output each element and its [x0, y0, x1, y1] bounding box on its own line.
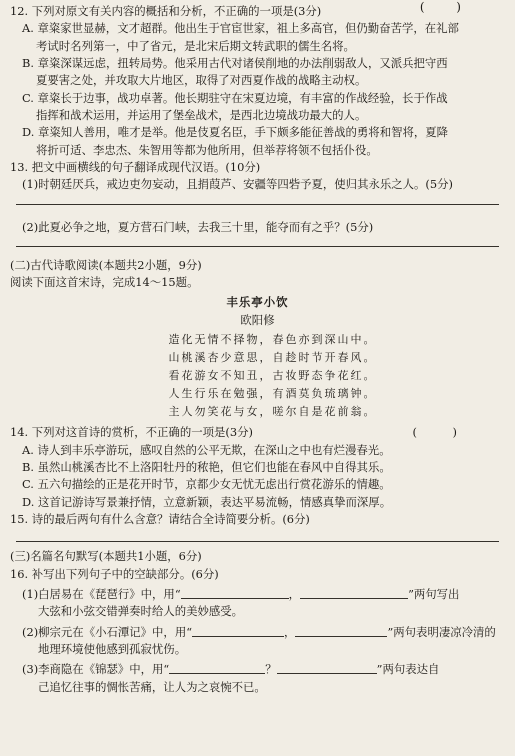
- poem-title: 丰乐亭小饮: [226, 294, 289, 309]
- poem-line: 造化无情不择物，春色亦到深山中。: [168, 333, 377, 347]
- fill-blank-separator: ，: [288, 586, 301, 601]
- question-stem: 16. 补写出下列句子中的空缺部分。(6分): [10, 566, 219, 581]
- question-15: [10, 511, 505, 542]
- option-c-continued: 指挥和战术运用，并运用了堡垒战术，是西北边境战功最大的人。: [36, 107, 367, 122]
- fill-blank-prefix: (3)李商隐在《锦瑟》中，用“: [22, 662, 170, 677]
- fill-blank-1: [10, 586, 505, 603]
- poem-author: 欧阳修: [240, 312, 275, 327]
- option-c: C. 五六句描绘的正是花开时节，京都少女无忧无虑出行赏花游乐的情趣。: [22, 477, 391, 492]
- question-14: [10, 424, 505, 511]
- fill-blank-suffix: ”两句表明凄凉冷清的: [387, 624, 496, 639]
- fill-blank-separator: ，: [284, 624, 296, 639]
- poem: [10, 294, 505, 421]
- fill-blank-1-continued: 大弦和小弦交错弹奏时给人的美妙感受。: [38, 604, 244, 619]
- question-13: [10, 159, 505, 247]
- translation-sentence-2: (2)此夏必争之地，夏方营石门峡，去我三十里，能夺而有之乎？(5分): [22, 219, 374, 234]
- poem-line: 主人勿笑花与女，嗟尔自是花前翁。: [168, 404, 377, 418]
- fill-blank-3-continued: 己追忆往事的惆怅苦痛，让人为之哀惋不已。: [38, 679, 266, 694]
- fill-blank-suffix: ”两句写出: [408, 586, 460, 601]
- option-a-continued: 考试时名列第一，中了省元，是北宋后期文转武职的儒生名将。: [36, 38, 355, 53]
- option-b: B. 虽然山桃溪杏比不上洛阳牡丹的秾艳，但它们也能在春风中自得其乐。: [22, 459, 391, 474]
- poem-line: 山桃溪杏少意思，自趁时节开春风。: [168, 351, 377, 365]
- fill-blank-2-continued: 地理环境使他感到孤寂忧伤。: [38, 641, 187, 656]
- option-c: C. 章粢长于边事，战功卓著。他长期驻守在宋夏边境，有丰富的作战经验，长于作战: [22, 90, 448, 105]
- question-12: [10, 3, 505, 159]
- poem-line: 人生行乐在勉强，有酒莫负琉璃钟。: [168, 386, 377, 400]
- section-heading: (二)古代诗歌阅读(本题共2小题，9分): [10, 257, 202, 272]
- option-a: A. 章粢家世显赫，文才超群。他出生于官宦世家，祖上多高官，但仍勤奋苦学，在礼部: [22, 21, 459, 36]
- poem-line: 看花游女不知丑，古妆野态争花红。: [168, 368, 377, 382]
- question-stem: 15. 诗的最后两句有什么含意？请结合全诗简要分析。(6分): [10, 511, 310, 526]
- answer-line[interactable]: [16, 540, 499, 542]
- option-b-continued: 夏要害之处，并攻取大片地区，取得了对西夏作战的战略主动权。: [36, 73, 367, 88]
- fill-blank-2: [10, 624, 505, 641]
- blank-field[interactable]: [300, 588, 408, 599]
- blank-field[interactable]: [277, 663, 377, 674]
- fill-blank-separator: ？: [265, 662, 277, 677]
- option-d-continued: 将折可适、李忠杰、朱智用等都为他所用，但举荐将领不包括仆役。: [36, 142, 378, 157]
- answer-line[interactable]: [16, 245, 499, 247]
- blank-field[interactable]: [192, 626, 284, 637]
- fill-blank-prefix: (1)白居易在《琵琶行》中，用“: [22, 586, 181, 601]
- question-stem: 13. 把文中画横线的句子翻译成现代汉语。(10分): [10, 159, 261, 174]
- answer-paren: ( ): [412, 425, 473, 440]
- section-heading: (三)名篇名句默写(本题共1小题，6分): [10, 549, 202, 564]
- question-stem-text: 14. 下列对这首诗的赏析，不正确的一项是(3分): [10, 425, 253, 440]
- blank-field[interactable]: [181, 588, 289, 599]
- option-a: A. 诗人到丰乐亭游玩，感叹自然的公平无欺，在深山之中也有烂漫春光。: [22, 442, 391, 457]
- section-intro: 阅读下面这首宋诗，完成14～15题。: [10, 275, 199, 290]
- blank-field[interactable]: [169, 663, 265, 674]
- question-stem: 12. 下列对原文有关内容的概括和分析，不正确的一项是(3分): [10, 4, 322, 18]
- answer-line[interactable]: [16, 203, 499, 205]
- blank-field[interactable]: [295, 626, 387, 637]
- fill-blank-suffix: ”两句表达自: [376, 662, 440, 677]
- question-stem: [10, 424, 505, 441]
- option-d: D. 这首记游诗写景兼抒情，立意新颖，表达平易流畅，情感真挚而深厚。: [22, 494, 392, 509]
- option-d: D. 章粢知人善用，唯才是举。他是伎夏名臣，手下颇多能征善战的勇将和智将，夏降: [22, 125, 449, 140]
- translation-sentence-1: (1)时朝廷厌兵，戒边吏勿妄动，且捐葭芦、安疆等四砦予夏，使归其永乐之人。(5分): [22, 177, 453, 192]
- question-16: [10, 566, 505, 696]
- answer-paren: ( ): [419, 0, 475, 14]
- option-b: B. 章粢深谋远虑，扭转局势。他采用古代对诸侯削地的办法削弱敌人，又派兵把守西: [22, 55, 448, 70]
- fill-blank-3: [10, 661, 505, 678]
- fill-blank-prefix: (2)柳宗元在《小石潭记》中，用“: [22, 624, 193, 639]
